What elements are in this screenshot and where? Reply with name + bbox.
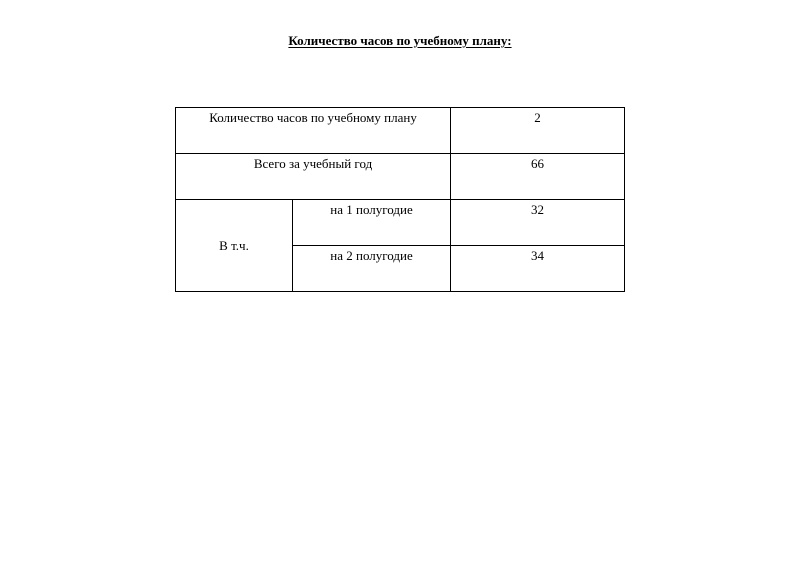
table-row bbox=[176, 154, 625, 200]
group-label: В т.ч. bbox=[219, 237, 249, 253]
table-cell-value bbox=[451, 246, 625, 292]
row-label: Всего за учебный год bbox=[253, 156, 373, 171]
table-cell-label bbox=[176, 154, 451, 200]
row-label: Количество часов по учебному плану bbox=[209, 110, 417, 125]
table-cell-label bbox=[293, 246, 451, 292]
group-label-cell bbox=[176, 200, 293, 292]
table-row bbox=[176, 108, 625, 154]
table-cell-label bbox=[293, 200, 451, 246]
table-cell-label bbox=[176, 108, 451, 154]
row-value: 2 bbox=[534, 110, 541, 125]
hours-table bbox=[175, 107, 625, 292]
table-row bbox=[176, 200, 625, 246]
sub-row-value: 34 bbox=[531, 248, 545, 263]
sub-row-value: 32 bbox=[531, 202, 545, 217]
table-cell-value bbox=[451, 200, 625, 246]
table-cell-value bbox=[451, 108, 625, 154]
table-cell-value bbox=[451, 154, 625, 200]
row-value: 66 bbox=[531, 156, 545, 171]
page-title: Количество часов по учебному плану: bbox=[288, 33, 512, 48]
sub-row-label: на 1 полугодие bbox=[330, 202, 413, 217]
sub-row-label: на 2 полугодие bbox=[330, 248, 413, 263]
